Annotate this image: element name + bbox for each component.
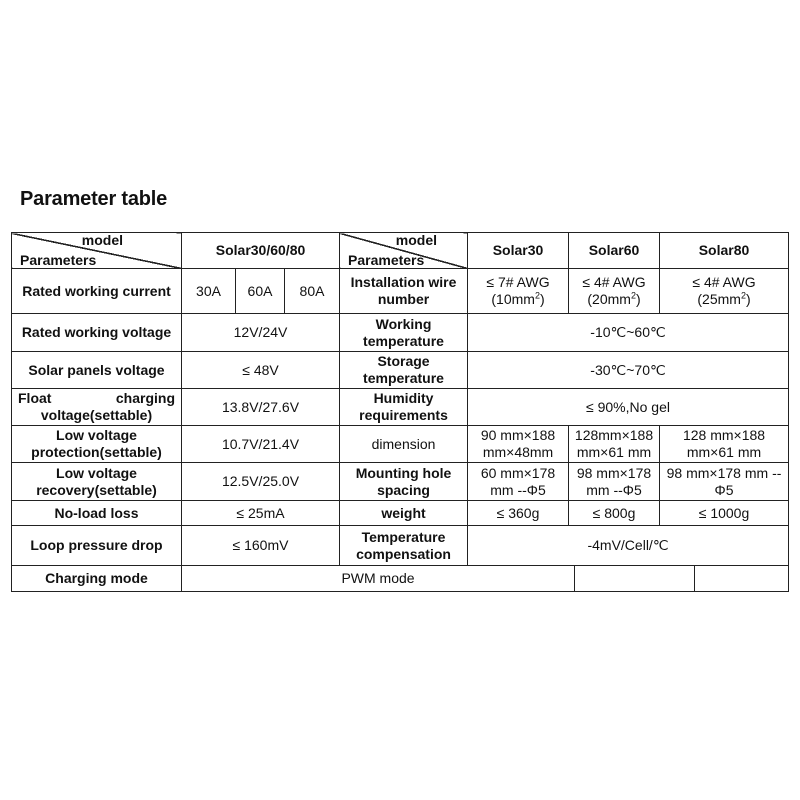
cell-value: 30A bbox=[182, 269, 236, 314]
cell-value: ≤ 90%,No gel bbox=[468, 389, 789, 426]
header-parameters-label: Parameters bbox=[20, 252, 97, 268]
cell-value bbox=[660, 269, 789, 314]
row-label: Humidity requirements bbox=[340, 389, 468, 426]
cell-value: 98 mm×178 mm --Φ5 bbox=[569, 463, 660, 501]
cell-value: -10℃~60℃ bbox=[468, 314, 789, 352]
row-label bbox=[12, 389, 182, 426]
table-header-row bbox=[12, 233, 789, 269]
superscript: 2 bbox=[534, 290, 540, 301]
cell-value: 80A bbox=[285, 269, 340, 314]
header-solar60: Solar60 bbox=[569, 233, 660, 269]
cell-value: ≤ 1000g bbox=[660, 501, 789, 526]
table-row bbox=[12, 352, 789, 389]
row-label: Low voltage protection(settable) bbox=[12, 426, 182, 463]
header-model-label: model bbox=[395, 232, 438, 248]
header-left-model: Solar30/60/80 bbox=[182, 233, 340, 269]
cell-value: 10.7V/21.4V bbox=[182, 426, 340, 463]
cell-value: -30℃~70℃ bbox=[468, 352, 789, 389]
cell-value: 12.5V/25.0V bbox=[182, 463, 340, 501]
label-part: voltage(settable) bbox=[40, 407, 153, 423]
cell-value: 98 mm×178 mm --Φ5 bbox=[660, 463, 789, 501]
header-diagonal-cell-right bbox=[340, 233, 468, 269]
wire-awg: ≤ 7# AWG bbox=[486, 274, 550, 290]
row-label: No-load loss bbox=[12, 501, 182, 526]
table-row bbox=[12, 426, 789, 463]
paren: ) bbox=[539, 291, 545, 307]
row-label: Charging mode bbox=[12, 566, 182, 592]
cell-value bbox=[468, 269, 569, 314]
cell-value: 90 mm×188 mm×48mm bbox=[468, 426, 569, 463]
label-part: charging bbox=[115, 390, 175, 406]
row-label: Solar panels voltage bbox=[12, 352, 182, 389]
table-row bbox=[12, 566, 789, 592]
row-label: Working temperature bbox=[340, 314, 468, 352]
header-diagonal-cell bbox=[12, 233, 182, 269]
row-label: Rated working voltage bbox=[12, 314, 182, 352]
row-label: Temperature compensation bbox=[340, 526, 468, 566]
paren: ) bbox=[635, 291, 641, 307]
header-model-label: model bbox=[81, 232, 123, 248]
row-label: Loop pressure drop bbox=[12, 526, 182, 566]
table-row bbox=[12, 389, 789, 426]
row-label: Rated working current bbox=[12, 269, 182, 314]
parameter-table bbox=[11, 232, 789, 592]
cell-value: -4mV/Cell/℃ bbox=[468, 526, 789, 566]
label-part: Float bbox=[18, 390, 52, 406]
superscript: 2 bbox=[740, 290, 746, 301]
wire-awg: ≤ 4# AWG bbox=[692, 274, 756, 290]
table-row bbox=[12, 463, 789, 501]
cell-value: 60A bbox=[236, 269, 285, 314]
cell-value: 13.8V/27.6V bbox=[182, 389, 340, 426]
wire-size: (10mm bbox=[491, 291, 535, 307]
table-row bbox=[12, 269, 789, 314]
cell-value: 128 mm×188 mm×61 mm bbox=[660, 426, 789, 463]
page-title: Parameter table bbox=[20, 188, 168, 210]
table-row bbox=[12, 314, 789, 352]
wire-size: (25mm bbox=[697, 291, 741, 307]
row-label: Mounting hole spacing bbox=[340, 463, 468, 501]
superscript: 2 bbox=[630, 290, 636, 301]
cell-value: ≤ 25mA bbox=[182, 501, 340, 526]
cell-value: ≤ 48V bbox=[182, 352, 340, 389]
row-label: Low voltage recovery(settable) bbox=[12, 463, 182, 501]
header-solar30: Solar30 bbox=[468, 233, 569, 269]
table-row bbox=[12, 501, 789, 526]
cell-value: ≤ 160mV bbox=[182, 526, 340, 566]
header-solar80: Solar80 bbox=[660, 233, 789, 269]
row-label: weight bbox=[340, 501, 468, 526]
row-label: Installation wire number bbox=[340, 269, 468, 314]
table-row bbox=[12, 526, 789, 566]
cell-value: 12V/24V bbox=[182, 314, 340, 352]
row-label: dimension bbox=[340, 426, 468, 463]
wire-awg: ≤ 4# AWG bbox=[582, 274, 646, 290]
wire-size: (20mm bbox=[587, 291, 631, 307]
cell-value: ≤ 360g bbox=[468, 501, 569, 526]
row-label: Storage temperature bbox=[340, 352, 468, 389]
cell-value: PWM mode bbox=[182, 566, 575, 592]
cell-value: 60 mm×178 mm --Φ5 bbox=[468, 463, 569, 501]
cell-value bbox=[569, 269, 660, 314]
header-parameters-label: Parameters bbox=[348, 252, 425, 268]
empty-cell bbox=[575, 566, 695, 592]
paren: ) bbox=[745, 291, 751, 307]
cell-value: 128mm×188 mm×61 mm bbox=[569, 426, 660, 463]
empty-cell bbox=[695, 566, 789, 592]
cell-value: ≤ 800g bbox=[569, 501, 660, 526]
